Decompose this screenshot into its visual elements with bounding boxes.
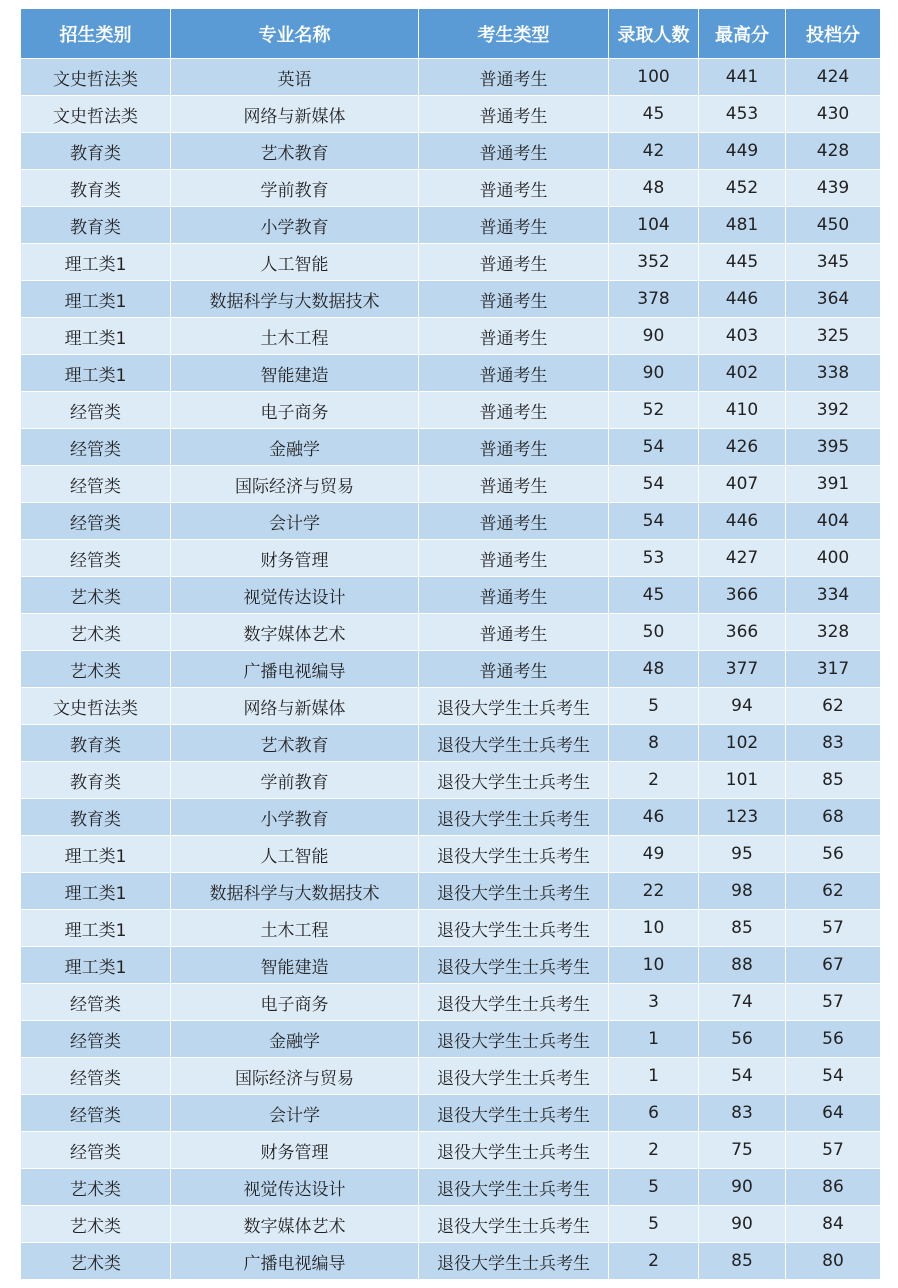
table-row [21,836,881,873]
cell-cutoff-score: 345 [786,244,881,281]
cell-admitted-count: 50 [609,614,699,651]
cell-cutoff-score: 328 [786,614,881,651]
cell-candidate-type: 退役大学生士兵考生 [419,910,609,947]
cell-major: 金融学 [171,429,419,466]
cell-candidate-type: 退役大学生士兵考生 [419,799,609,836]
cell-candidate-type: 普通考生 [419,133,609,170]
table-row [21,429,881,466]
cell-candidate-type: 退役大学生士兵考生 [419,1132,609,1169]
cell-admitted-count: 49 [609,836,699,873]
cell-admitted-count: 352 [609,244,699,281]
cell-max-score: 446 [699,503,786,540]
cell-admitted-count: 2 [609,1243,699,1280]
cell-max-score: 90 [699,1169,786,1206]
table-row [21,873,881,910]
cell-max-score: 98 [699,873,786,910]
cell-category: 经管类 [21,1021,171,1058]
cell-major: 小学教育 [171,799,419,836]
cell-admitted-count: 2 [609,1132,699,1169]
cell-category: 理工类1 [21,318,171,355]
cell-category: 经管类 [21,466,171,503]
cell-max-score: 366 [699,577,786,614]
cell-max-score: 377 [699,651,786,688]
cell-admitted-count: 104 [609,207,699,244]
cell-admitted-count: 45 [609,96,699,133]
cell-category: 艺术类 [21,651,171,688]
cell-category: 经管类 [21,1132,171,1169]
cell-admitted-count: 53 [609,540,699,577]
cell-cutoff-score: 424 [786,59,881,96]
cell-max-score: 54 [699,1058,786,1095]
cell-admitted-count: 42 [609,133,699,170]
cell-major: 学前教育 [171,170,419,207]
cell-category: 理工类1 [21,836,171,873]
cell-admitted-count: 1 [609,1021,699,1058]
cell-cutoff-score: 317 [786,651,881,688]
cell-category: 教育类 [21,725,171,762]
cell-category: 经管类 [21,1058,171,1095]
cell-major: 人工智能 [171,244,419,281]
cell-admitted-count: 3 [609,984,699,1021]
cell-max-score: 90 [699,1206,786,1243]
cell-admitted-count: 5 [609,688,699,725]
cell-candidate-type: 退役大学生士兵考生 [419,688,609,725]
cell-admitted-count: 48 [609,651,699,688]
cell-candidate-type: 退役大学生士兵考生 [419,984,609,1021]
cell-max-score: 102 [699,725,786,762]
header-category: 招生类别 [21,9,171,59]
cell-candidate-type: 退役大学生士兵考生 [419,1206,609,1243]
cell-admitted-count: 90 [609,355,699,392]
table-body [21,59,881,1280]
table-row [21,1132,881,1169]
cell-major: 电子商务 [171,392,419,429]
cell-max-score: 446 [699,281,786,318]
cell-max-score: 403 [699,318,786,355]
cell-candidate-type: 普通考生 [419,540,609,577]
cell-major: 财务管理 [171,1132,419,1169]
header-cutoff-score: 投档分 [786,9,881,59]
cell-cutoff-score: 395 [786,429,881,466]
cell-cutoff-score: 64 [786,1095,881,1132]
cell-category: 艺术类 [21,577,171,614]
cell-cutoff-score: 62 [786,688,881,725]
cell-admitted-count: 22 [609,873,699,910]
cell-major: 网络与新媒体 [171,688,419,725]
cell-candidate-type: 普通考生 [419,392,609,429]
cell-cutoff-score: 67 [786,947,881,984]
table-row [21,984,881,1021]
cell-candidate-type: 普通考生 [419,96,609,133]
cell-category: 经管类 [21,503,171,540]
cell-cutoff-score: 325 [786,318,881,355]
cell-cutoff-score: 439 [786,170,881,207]
cell-category: 艺术类 [21,1169,171,1206]
cell-major: 智能建造 [171,947,419,984]
cell-admitted-count: 54 [609,466,699,503]
cell-max-score: 449 [699,133,786,170]
table-row [21,96,881,133]
cell-major: 土木工程 [171,910,419,947]
cell-major: 国际经济与贸易 [171,1058,419,1095]
cell-max-score: 481 [699,207,786,244]
table-row [21,1243,881,1280]
cell-admitted-count: 10 [609,910,699,947]
cell-max-score: 101 [699,762,786,799]
cell-max-score: 85 [699,910,786,947]
cell-cutoff-score: 57 [786,1132,881,1169]
cell-category: 经管类 [21,429,171,466]
cell-max-score: 453 [699,96,786,133]
cell-max-score: 407 [699,466,786,503]
cell-max-score: 445 [699,244,786,281]
cell-candidate-type: 退役大学生士兵考生 [419,1095,609,1132]
cell-admitted-count: 6 [609,1095,699,1132]
header-candidate-type: 考生类型 [419,9,609,59]
cell-candidate-type: 退役大学生士兵考生 [419,1021,609,1058]
cell-cutoff-score: 57 [786,984,881,1021]
cell-major: 会计学 [171,503,419,540]
cell-major: 视觉传达设计 [171,577,419,614]
cell-major: 学前教育 [171,762,419,799]
cell-candidate-type: 退役大学生士兵考生 [419,836,609,873]
cell-category: 教育类 [21,762,171,799]
table-row [21,725,881,762]
cell-admitted-count: 45 [609,577,699,614]
cell-category: 艺术类 [21,614,171,651]
table-row [21,392,881,429]
cell-candidate-type: 普通考生 [419,59,609,96]
cell-candidate-type: 普通考生 [419,207,609,244]
cell-category: 文史哲法类 [21,59,171,96]
cell-category: 教育类 [21,170,171,207]
cell-candidate-type: 普通考生 [419,614,609,651]
cell-max-score: 83 [699,1095,786,1132]
table-row [21,207,881,244]
cell-admitted-count: 8 [609,725,699,762]
header-admitted-count: 录取人数 [609,9,699,59]
cell-cutoff-score: 391 [786,466,881,503]
cell-max-score: 85 [699,1243,786,1280]
cell-cutoff-score: 85 [786,762,881,799]
cell-max-score: 75 [699,1132,786,1169]
cell-admitted-count: 52 [609,392,699,429]
cell-admitted-count: 1 [609,1058,699,1095]
cell-major: 会计学 [171,1095,419,1132]
table-row [21,1095,881,1132]
table-row [21,318,881,355]
cell-cutoff-score: 56 [786,1021,881,1058]
cell-candidate-type: 退役大学生士兵考生 [419,762,609,799]
cell-candidate-type: 退役大学生士兵考生 [419,725,609,762]
cell-category: 理工类1 [21,910,171,947]
cell-candidate-type: 普通考生 [419,281,609,318]
cell-major: 英语 [171,59,419,96]
cell-admitted-count: 5 [609,1206,699,1243]
cell-admitted-count: 2 [609,762,699,799]
cell-category: 教育类 [21,799,171,836]
cell-cutoff-score: 68 [786,799,881,836]
header-max-score: 最高分 [699,9,786,59]
cell-category: 理工类1 [21,947,171,984]
cell-cutoff-score: 364 [786,281,881,318]
cell-cutoff-score: 62 [786,873,881,910]
cell-category: 文史哲法类 [21,96,171,133]
table-row [21,244,881,281]
cell-max-score: 402 [699,355,786,392]
cell-candidate-type: 退役大学生士兵考生 [419,1243,609,1280]
cell-category: 艺术类 [21,1206,171,1243]
table-row [21,1021,881,1058]
cell-major: 电子商务 [171,984,419,1021]
cell-major: 数字媒体艺术 [171,614,419,651]
header-major: 专业名称 [171,9,419,59]
cell-major: 数据科学与大数据技术 [171,281,419,318]
cell-max-score: 95 [699,836,786,873]
cell-max-score: 74 [699,984,786,1021]
cell-cutoff-score: 84 [786,1206,881,1243]
cell-admitted-count: 378 [609,281,699,318]
cell-cutoff-score: 80 [786,1243,881,1280]
cell-major: 人工智能 [171,836,419,873]
cell-category: 经管类 [21,540,171,577]
cell-major: 数据科学与大数据技术 [171,873,419,910]
cell-category: 教育类 [21,133,171,170]
table-header [21,9,881,59]
table-row [21,688,881,725]
cell-major: 小学教育 [171,207,419,244]
cell-major: 网络与新媒体 [171,96,419,133]
cell-max-score: 94 [699,688,786,725]
cell-major: 国际经济与贸易 [171,466,419,503]
cell-category: 理工类1 [21,355,171,392]
table-row [21,614,881,651]
cell-category: 经管类 [21,392,171,429]
table-row [21,651,881,688]
cell-candidate-type: 普通考生 [419,170,609,207]
cell-major: 数字媒体艺术 [171,1206,419,1243]
table-row [21,540,881,577]
cell-admitted-count: 90 [609,318,699,355]
cell-max-score: 123 [699,799,786,836]
cell-major: 艺术教育 [171,133,419,170]
table-row [21,1206,881,1243]
cell-cutoff-score: 392 [786,392,881,429]
table-row [21,762,881,799]
header-row [21,9,881,59]
cell-candidate-type: 退役大学生士兵考生 [419,947,609,984]
cell-candidate-type: 普通考生 [419,466,609,503]
cell-category: 理工类1 [21,873,171,910]
cell-category: 理工类1 [21,244,171,281]
cell-candidate-type: 普通考生 [419,318,609,355]
cell-category: 文史哲法类 [21,688,171,725]
table-row [21,281,881,318]
cell-max-score: 426 [699,429,786,466]
cell-cutoff-score: 54 [786,1058,881,1095]
cell-candidate-type: 普通考生 [419,503,609,540]
cell-cutoff-score: 334 [786,577,881,614]
cell-cutoff-score: 86 [786,1169,881,1206]
table-row [21,170,881,207]
cell-candidate-type: 退役大学生士兵考生 [419,873,609,910]
cell-cutoff-score: 338 [786,355,881,392]
cell-major: 财务管理 [171,540,419,577]
cell-category: 理工类1 [21,281,171,318]
cell-candidate-type: 普通考生 [419,355,609,392]
cell-admitted-count: 54 [609,503,699,540]
cell-major: 智能建造 [171,355,419,392]
cell-max-score: 366 [699,614,786,651]
cell-major: 艺术教育 [171,725,419,762]
cell-category: 艺术类 [21,1243,171,1280]
cell-cutoff-score: 400 [786,540,881,577]
cell-cutoff-score: 450 [786,207,881,244]
table-row [21,799,881,836]
admission-scores-table [20,8,881,1280]
cell-major: 金融学 [171,1021,419,1058]
cell-cutoff-score: 56 [786,836,881,873]
cell-major: 土木工程 [171,318,419,355]
table-row [21,910,881,947]
table-row [21,133,881,170]
cell-category: 教育类 [21,207,171,244]
cell-max-score: 441 [699,59,786,96]
cell-max-score: 427 [699,540,786,577]
cell-candidate-type: 普通考生 [419,429,609,466]
table-row [21,466,881,503]
cell-candidate-type: 普通考生 [419,651,609,688]
cell-max-score: 410 [699,392,786,429]
cell-category: 经管类 [21,984,171,1021]
cell-admitted-count: 48 [609,170,699,207]
cell-admitted-count: 46 [609,799,699,836]
cell-major: 广播电视编导 [171,1243,419,1280]
cell-cutoff-score: 83 [786,725,881,762]
cell-major: 视觉传达设计 [171,1169,419,1206]
table-row [21,503,881,540]
cell-cutoff-score: 430 [786,96,881,133]
cell-candidate-type: 普通考生 [419,577,609,614]
cell-cutoff-score: 428 [786,133,881,170]
cell-category: 经管类 [21,1095,171,1132]
table-row [21,577,881,614]
table-row [21,355,881,392]
table-row [21,947,881,984]
table-row [21,1169,881,1206]
cell-admitted-count: 5 [609,1169,699,1206]
cell-max-score: 56 [699,1021,786,1058]
table-row [21,59,881,96]
cell-cutoff-score: 404 [786,503,881,540]
cell-candidate-type: 退役大学生士兵考生 [419,1169,609,1206]
cell-admitted-count: 10 [609,947,699,984]
cell-max-score: 452 [699,170,786,207]
cell-max-score: 88 [699,947,786,984]
table-row [21,1058,881,1095]
cell-major: 广播电视编导 [171,651,419,688]
cell-admitted-count: 54 [609,429,699,466]
cell-cutoff-score: 57 [786,910,881,947]
cell-candidate-type: 退役大学生士兵考生 [419,1058,609,1095]
cell-admitted-count: 100 [609,59,699,96]
cell-candidate-type: 普通考生 [419,244,609,281]
